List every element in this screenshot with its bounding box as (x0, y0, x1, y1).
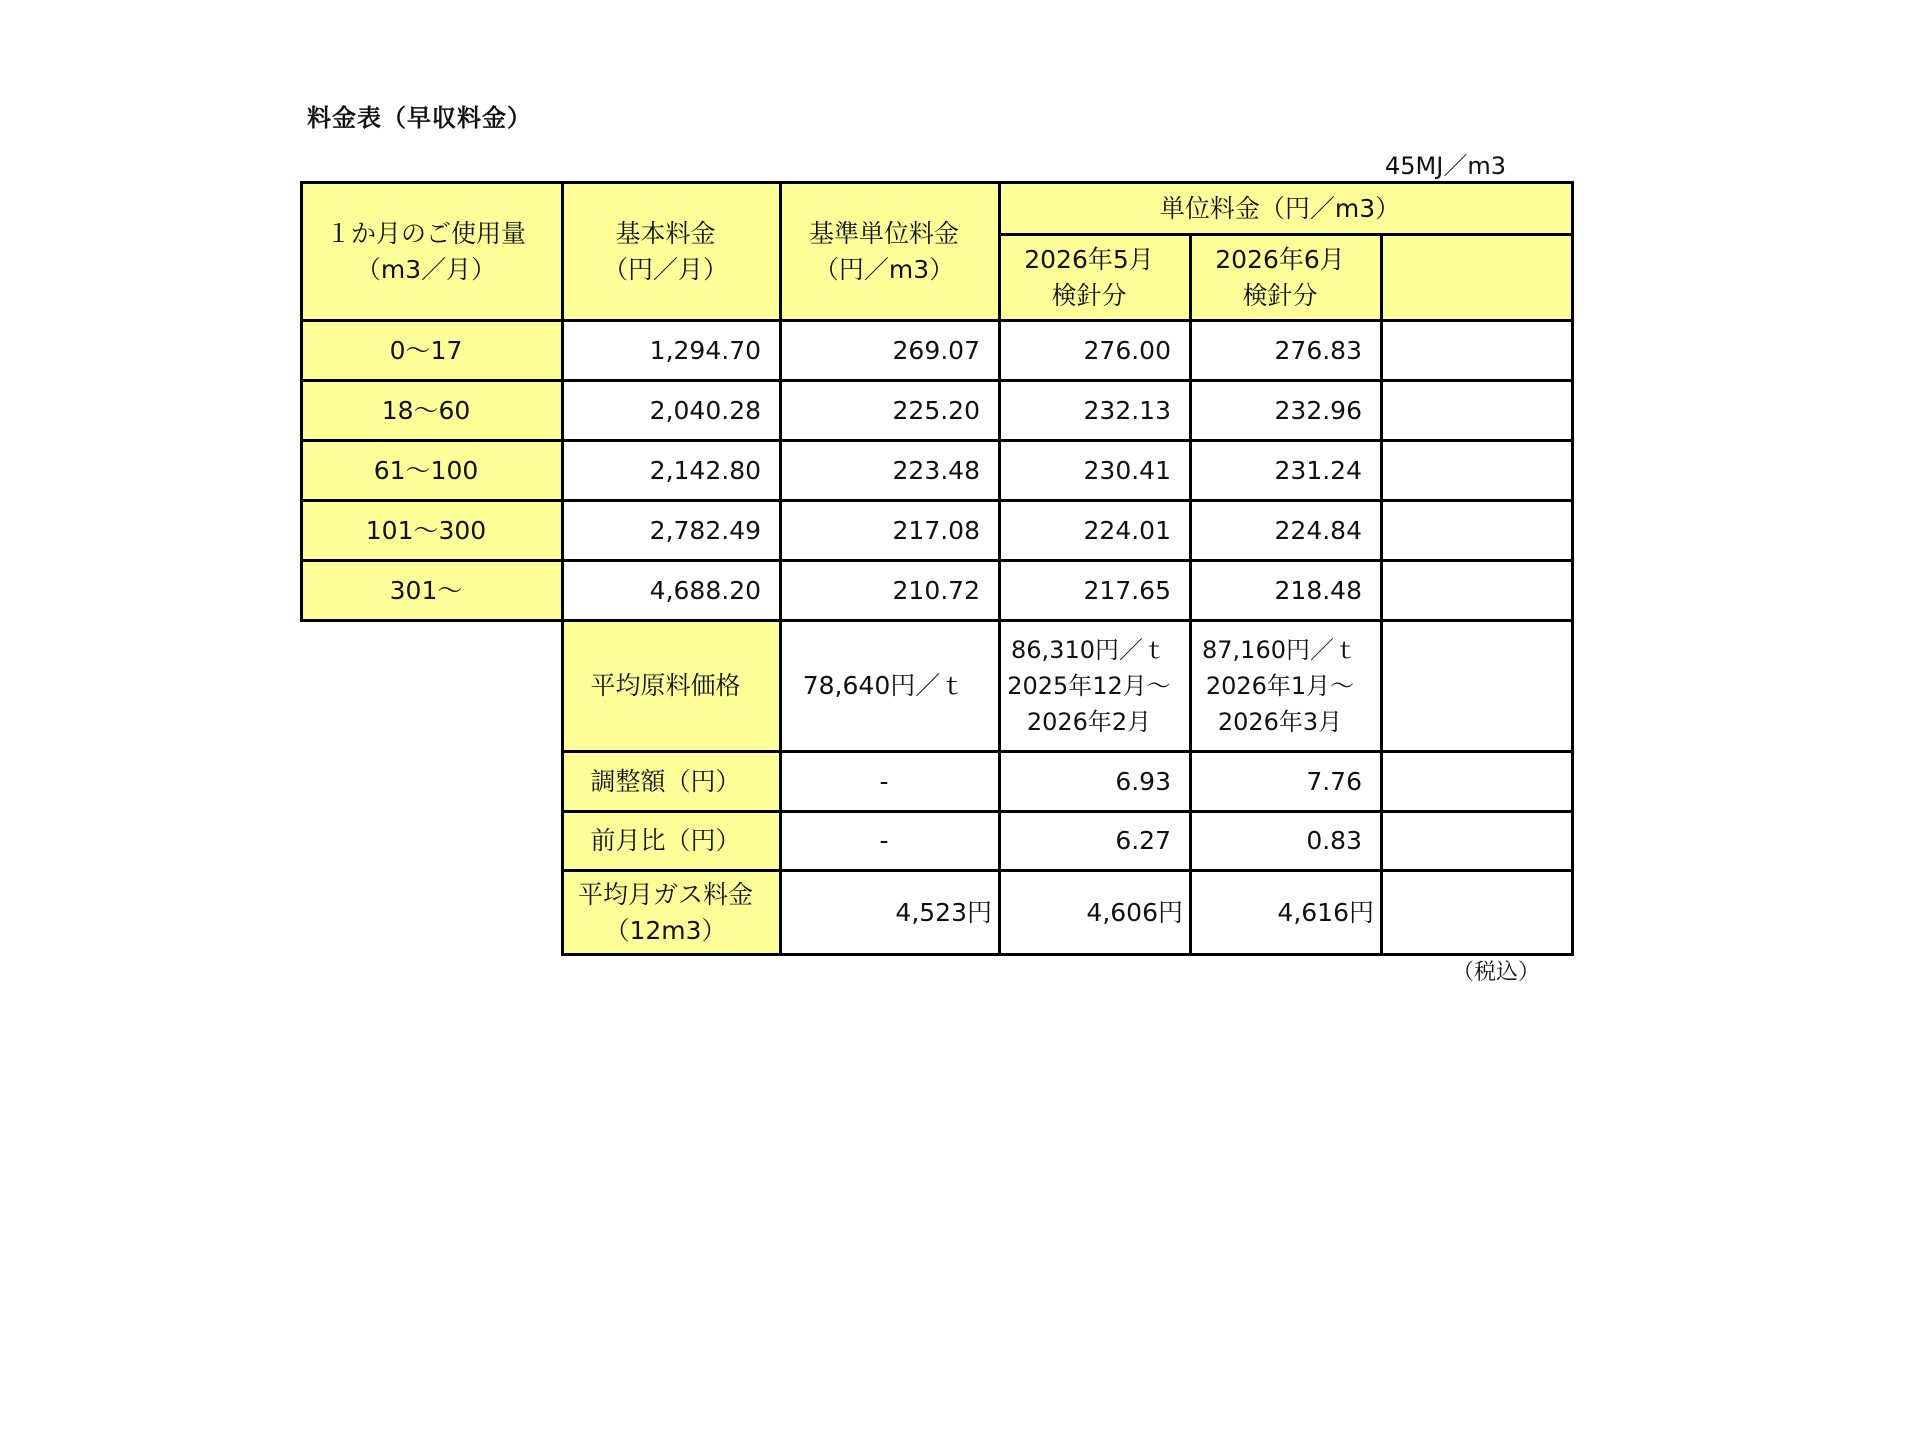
mom-may: 6.27 (1000, 812, 1191, 871)
june-unit-fee: 276.83 (1191, 321, 1382, 381)
rate-table (300, 181, 1574, 956)
mom-label: 前月比（円） (563, 812, 781, 871)
empty-cell (1382, 321, 1573, 381)
raw-price-may: 86,310円／ｔ 2025年12月～ 2026年2月 (1000, 621, 1191, 752)
header-usage: １か月のご使用量 （m3／月） (302, 183, 563, 321)
empty-cell (1382, 812, 1573, 871)
may-unit-fee: 230.41 (1000, 441, 1191, 501)
table-row (302, 441, 1573, 501)
empty-cell (1382, 561, 1573, 621)
standard-unit-fee: 210.72 (781, 561, 1000, 621)
header-may: 2026年5月 検針分 (1000, 235, 1191, 321)
may-unit-fee: 276.00 (1000, 321, 1191, 381)
empty-cell (1382, 752, 1573, 812)
table-row (302, 321, 1573, 381)
standard-unit-fee: 223.48 (781, 441, 1000, 501)
usage-range: 301～ (302, 561, 563, 621)
may-unit-fee: 224.01 (1000, 501, 1191, 561)
standard-unit-fee: 217.08 (781, 501, 1000, 561)
may-unit-fee: 217.65 (1000, 561, 1191, 621)
basic-fee: 2,040.28 (563, 381, 781, 441)
avg-bill-label: 平均月ガス料金 （12m3） (563, 871, 781, 955)
standard-unit-fee: 269.07 (781, 321, 1000, 381)
avg-bill-standard: 4,523円 (781, 871, 1000, 955)
usage-range: 61～100 (302, 441, 563, 501)
usage-range: 18～60 (302, 381, 563, 441)
header-row (302, 183, 1573, 235)
basic-fee: 2,142.80 (563, 441, 781, 501)
avg-bill-june: 4,616円 (1191, 871, 1382, 955)
may-unit-fee: 232.13 (1000, 381, 1191, 441)
adjustment-june: 7.76 (1191, 752, 1382, 812)
basic-fee: 4,688.20 (563, 561, 781, 621)
header-empty (1382, 235, 1573, 321)
unit-note: 45MJ／m3 (1385, 152, 1506, 180)
adjustment-row (302, 752, 1573, 812)
raw-price-standard: 78,640円／ｔ (781, 621, 1000, 752)
header-standard-unit-fee: 基準単位料金 （円／m3） (781, 183, 1000, 321)
table-row (302, 501, 1573, 561)
basic-fee: 2,782.49 (563, 501, 781, 561)
june-unit-fee: 231.24 (1191, 441, 1382, 501)
page-title: 料金表（早収料金） (307, 104, 532, 132)
mom-june: 0.83 (1191, 812, 1382, 871)
header-june: 2026年6月 検針分 (1191, 235, 1382, 321)
adjustment-may: 6.93 (1000, 752, 1191, 812)
mom-row (302, 812, 1573, 871)
empty-cell (1382, 441, 1573, 501)
mom-standard: - (781, 812, 1000, 871)
adjustment-standard: - (781, 752, 1000, 812)
raw-price-row (302, 621, 1573, 752)
avg-bill-row (302, 871, 1573, 955)
header-basic-fee: 基本料金 （円／月） (563, 183, 781, 321)
table-row (302, 561, 1573, 621)
tax-note: （税込） (1451, 960, 1540, 985)
empty-cell (1382, 381, 1573, 441)
june-unit-fee: 224.84 (1191, 501, 1382, 561)
empty-cell (1382, 501, 1573, 561)
usage-range: 0～17 (302, 321, 563, 381)
header-unit-fee: 単位料金（円／m3） (1000, 183, 1573, 235)
raw-price-label: 平均原料価格 (563, 621, 781, 752)
adjustment-label: 調整額（円） (563, 752, 781, 812)
june-unit-fee: 218.48 (1191, 561, 1382, 621)
table-row (302, 381, 1573, 441)
empty-cell (1382, 621, 1573, 752)
empty-cell (1382, 871, 1573, 955)
june-unit-fee: 232.96 (1191, 381, 1382, 441)
standard-unit-fee: 225.20 (781, 381, 1000, 441)
avg-bill-may: 4,606円 (1000, 871, 1191, 955)
raw-price-june: 87,160円／ｔ 2026年1月～ 2026年3月 (1191, 621, 1382, 752)
usage-range: 101～300 (302, 501, 563, 561)
basic-fee: 1,294.70 (563, 321, 781, 381)
